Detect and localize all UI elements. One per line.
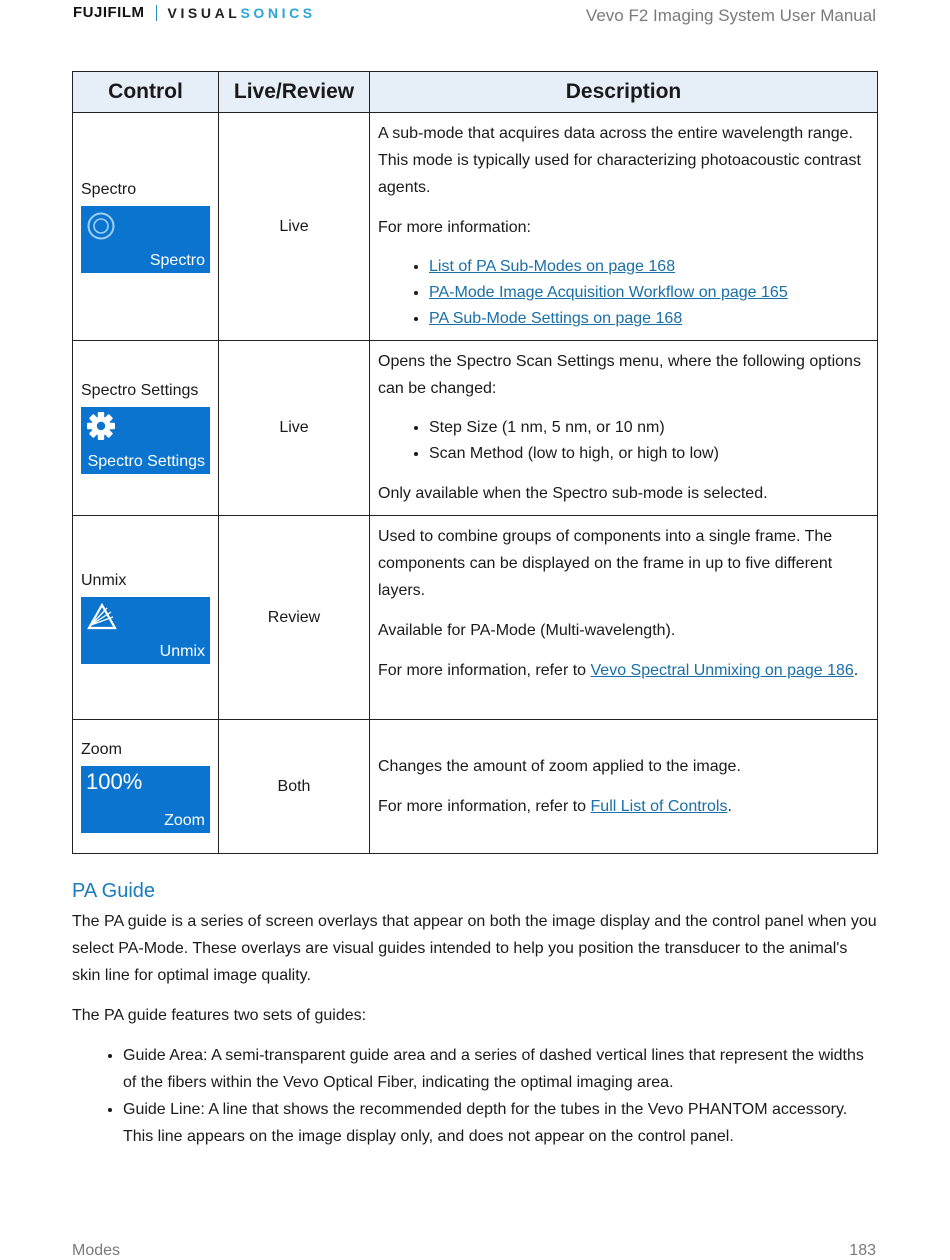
page-number: 183 bbox=[849, 1242, 876, 1259]
list-item bbox=[429, 306, 869, 332]
unmix-button-label: Unmix bbox=[159, 642, 205, 660]
document-title: Vevo F2 Imaging System User Manual bbox=[585, 6, 876, 25]
link-pa-submodes-list[interactable]: List of PA Sub-Modes on page 168 bbox=[429, 258, 676, 275]
brand-logo bbox=[73, 4, 316, 21]
list-item: • Scan Method (low to high, or high to low) bbox=[429, 441, 869, 467]
mode-cell: Live bbox=[219, 113, 370, 341]
control-cell bbox=[73, 516, 219, 720]
description-text: Changes the amount of zoom applied to the image. bbox=[378, 757, 741, 775]
pa-guide-section bbox=[72, 876, 878, 1150]
availability-note: Only available when the Spectro sub-mode is selected. bbox=[378, 485, 768, 502]
gear-icon bbox=[86, 411, 116, 446]
table-row bbox=[73, 516, 878, 720]
mode-cell: Review bbox=[219, 516, 370, 720]
visualsonics-logo-text bbox=[168, 5, 316, 21]
more-info-prefix: For more information, refer to bbox=[378, 662, 591, 679]
pa-guide-sets-text: The PA guide features two sets of guides: bbox=[72, 1007, 367, 1024]
logo-visual: VISUAL bbox=[167, 4, 241, 21]
footer-section-name: Modes bbox=[72, 1242, 121, 1259]
logo-divider bbox=[156, 5, 157, 21]
control-name: Spectro Settings bbox=[81, 382, 199, 399]
zoom-value: 100% bbox=[86, 768, 143, 794]
spectro-button[interactable] bbox=[81, 206, 210, 273]
column-header-live-review: Live/Review bbox=[219, 72, 370, 113]
section-heading: PA Guide bbox=[72, 880, 156, 902]
control-name: Spectro bbox=[81, 180, 137, 198]
fujifilm-logo-text: FUJIFILM bbox=[73, 4, 145, 21]
control-cell bbox=[73, 113, 219, 341]
availability-note: Available for PA-Mode (Multi-wavelength). bbox=[378, 622, 676, 639]
list-item: • Guide Line: A line that shows the recommended depth for the tubes in the Vevo PHANTOM accessory. This line appears on the image display only, and does not appear on the control panel. bbox=[123, 1096, 878, 1150]
list-item bbox=[429, 280, 869, 306]
list-item: • Step Size (1 nm, 5 nm, or 10 nm) bbox=[429, 415, 869, 441]
more-info-text: For more information: bbox=[378, 219, 531, 236]
description-text: A sub-mode that acquires data across the entire wavelength range. This mode is typically used for characterizing photoacoustic contrast agents. bbox=[378, 125, 861, 196]
more-info-suffix: . bbox=[727, 797, 732, 815]
unmix-button[interactable] bbox=[81, 597, 210, 664]
description-text: Used to combine groups of components into a single frame. The components can be displayed on the frame in up to five different layers. bbox=[378, 528, 833, 599]
column-header-description: Description bbox=[370, 72, 878, 113]
control-name: Unmix bbox=[81, 571, 127, 589]
spectro-button-label: Spectro bbox=[149, 251, 205, 269]
link-vevo-spectral-unmixing[interactable]: Vevo Spectral Unmixing on page 186 bbox=[590, 662, 854, 679]
controls-table bbox=[72, 71, 878, 854]
table-row bbox=[73, 720, 878, 854]
mode-cell: Live bbox=[219, 341, 370, 516]
description-cell bbox=[370, 720, 878, 854]
table-row bbox=[73, 113, 878, 341]
pa-guide-intro: The PA guide is a series of screen overlays that appear on both the image display and the control panel when you select PA-Mode. These overlays are visual guides intended to help you position the transducer to the animal's skin line for optimal image quality. bbox=[72, 913, 877, 984]
table-row bbox=[73, 341, 878, 516]
mode-cell: Both bbox=[219, 720, 370, 854]
description-text: Opens the Spectro Scan Settings menu, where the following options can be changed: bbox=[378, 353, 861, 397]
description-cell bbox=[370, 516, 878, 720]
link-pa-acquisition-workflow[interactable]: PA-Mode Image Acquisition Workflow on page 165 bbox=[429, 284, 788, 301]
guide-list bbox=[72, 1042, 878, 1150]
description-cell bbox=[370, 113, 878, 341]
spectro-circle-icon bbox=[87, 212, 117, 247]
list-item: • Guide Area: A semi-transparent guide area and a series of dashed vertical lines that represent the widths of the fibers within the Vevo Optical Fiber, indicating the optimal imaging area. bbox=[123, 1042, 878, 1096]
table-header-row bbox=[73, 72, 878, 113]
logo-sonics: SONICS bbox=[240, 4, 316, 21]
control-cell bbox=[73, 720, 219, 854]
control-cell bbox=[73, 341, 219, 516]
more-info-suffix: . bbox=[853, 662, 859, 679]
control-name: Zoom bbox=[81, 740, 122, 758]
more-info-prefix: For more information, refer to bbox=[378, 797, 591, 815]
unmix-triangle-icon bbox=[87, 603, 117, 636]
link-list bbox=[378, 254, 869, 332]
options-list bbox=[378, 415, 869, 467]
spectro-settings-button[interactable] bbox=[81, 407, 210, 474]
page-header bbox=[73, 2, 876, 28]
zoom-button-label: Zoom bbox=[164, 811, 205, 829]
column-header-control: Control bbox=[73, 72, 219, 113]
link-pa-submode-settings[interactable]: PA Sub-Mode Settings on page 168 bbox=[429, 310, 683, 327]
list-item bbox=[429, 254, 869, 280]
zoom-button[interactable] bbox=[81, 766, 210, 833]
more-info-text bbox=[378, 657, 869, 684]
more-info-text bbox=[378, 793, 869, 820]
link-full-list-of-controls[interactable]: Full List of Controls bbox=[590, 797, 728, 815]
spectro-settings-button-label: Spectro Settings bbox=[87, 453, 205, 470]
description-cell bbox=[370, 341, 878, 516]
